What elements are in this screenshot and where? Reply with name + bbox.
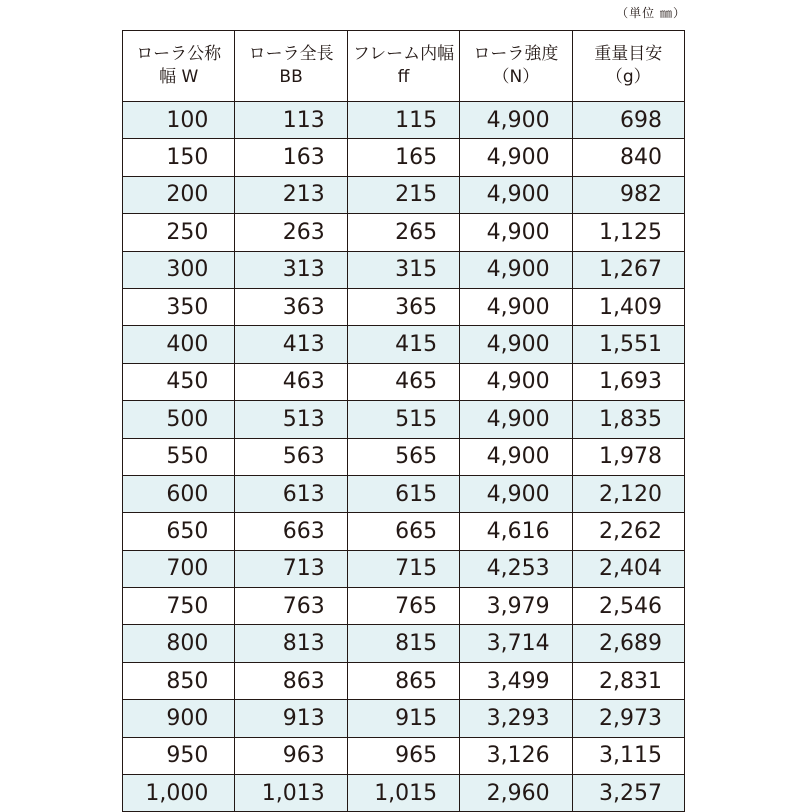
cell-weight: 1,267	[572, 251, 684, 288]
cell-roller-strength: 4,900	[460, 139, 572, 176]
cell-nominal-width: 350	[123, 288, 235, 325]
cell-roller-strength: 4,900	[460, 102, 572, 139]
table-row	[123, 326, 685, 363]
cell-roller-strength: 4,900	[460, 401, 572, 438]
cell-frame-inner-width: 415	[347, 326, 459, 363]
header-roller-strength-line1: ローラ強度	[473, 44, 559, 64]
cell-frame-inner-width: 115	[347, 102, 459, 139]
header-nominal-width-line2: 幅 W	[159, 67, 199, 87]
cell-weight: 3,257	[572, 775, 684, 812]
cell-roller-strength: 4,900	[460, 438, 572, 475]
header-total-length-line1: ローラ全長	[248, 44, 334, 64]
cell-roller-strength: 3,499	[460, 662, 572, 699]
cell-nominal-width: 450	[123, 363, 235, 400]
cell-weight: 698	[572, 102, 684, 139]
header-total-length	[235, 31, 347, 102]
cell-nominal-width: 750	[123, 588, 235, 625]
cell-total-length: 863	[235, 662, 347, 699]
table-row	[123, 102, 685, 139]
cell-frame-inner-width: 965	[347, 737, 459, 774]
cell-total-length: 1,013	[235, 775, 347, 812]
table-row	[123, 588, 685, 625]
cell-weight: 2,404	[572, 550, 684, 587]
cell-weight: 1,409	[572, 288, 684, 325]
cell-frame-inner-width: 515	[347, 401, 459, 438]
cell-frame-inner-width: 365	[347, 288, 459, 325]
cell-nominal-width: 250	[123, 214, 235, 251]
header-nominal-width-line1: ローラ公称	[136, 44, 222, 64]
cell-nominal-width: 500	[123, 401, 235, 438]
table-row	[123, 550, 685, 587]
cell-weight: 1,125	[572, 214, 684, 251]
cell-roller-strength: 4,900	[460, 288, 572, 325]
table-row	[123, 401, 685, 438]
cell-roller-strength: 2,960	[460, 775, 572, 812]
cell-frame-inner-width: 815	[347, 625, 459, 662]
header-weight-line2: （g）	[605, 67, 651, 87]
table-row	[123, 438, 685, 475]
table-body	[123, 102, 685, 812]
cell-weight: 840	[572, 139, 684, 176]
cell-nominal-width: 1,000	[123, 775, 235, 812]
cell-frame-inner-width: 465	[347, 363, 459, 400]
cell-weight: 2,831	[572, 662, 684, 699]
cell-frame-inner-width: 565	[347, 438, 459, 475]
cell-roller-strength: 3,979	[460, 588, 572, 625]
cell-frame-inner-width: 615	[347, 475, 459, 512]
cell-total-length: 463	[235, 363, 347, 400]
header-row	[123, 31, 685, 102]
cell-weight: 1,978	[572, 438, 684, 475]
table-header	[123, 31, 685, 102]
cell-frame-inner-width: 1,015	[347, 775, 459, 812]
cell-nominal-width: 700	[123, 550, 235, 587]
header-weight-line1: 重量目安	[594, 44, 663, 64]
cell-weight: 2,689	[572, 625, 684, 662]
header-frame-inner-width-line1: フレーム内幅	[352, 44, 455, 64]
cell-roller-strength: 4,900	[460, 176, 572, 213]
table-row	[123, 176, 685, 213]
cell-nominal-width: 850	[123, 662, 235, 699]
cell-roller-strength: 4,900	[460, 363, 572, 400]
table-row	[123, 625, 685, 662]
cell-weight: 982	[572, 176, 684, 213]
table-row	[123, 775, 685, 812]
cell-total-length: 763	[235, 588, 347, 625]
cell-frame-inner-width: 165	[347, 139, 459, 176]
table-row	[123, 288, 685, 325]
cell-total-length: 163	[235, 139, 347, 176]
cell-frame-inner-width: 665	[347, 513, 459, 550]
cell-total-length: 413	[235, 326, 347, 363]
cell-nominal-width: 150	[123, 139, 235, 176]
table-row	[123, 737, 685, 774]
cell-roller-strength: 4,253	[460, 550, 572, 587]
table-row	[123, 513, 685, 550]
cell-roller-strength: 3,293	[460, 700, 572, 737]
cell-frame-inner-width: 215	[347, 176, 459, 213]
cell-total-length: 113	[235, 102, 347, 139]
cell-nominal-width: 800	[123, 625, 235, 662]
cell-nominal-width: 650	[123, 513, 235, 550]
cell-frame-inner-width: 315	[347, 251, 459, 288]
cell-roller-strength: 4,900	[460, 214, 572, 251]
cell-frame-inner-width: 915	[347, 700, 459, 737]
cell-total-length: 963	[235, 737, 347, 774]
cell-weight: 3,115	[572, 737, 684, 774]
header-frame-inner-width-line2: ff	[397, 67, 410, 87]
cell-frame-inner-width: 265	[347, 214, 459, 251]
cell-weight: 2,120	[572, 475, 684, 512]
cell-total-length: 313	[235, 251, 347, 288]
cell-weight: 2,973	[572, 700, 684, 737]
cell-nominal-width: 100	[123, 102, 235, 139]
cell-frame-inner-width: 715	[347, 550, 459, 587]
cell-total-length: 513	[235, 401, 347, 438]
header-nominal-width	[123, 31, 235, 102]
cell-nominal-width: 400	[123, 326, 235, 363]
roller-spec-table	[122, 30, 685, 812]
table-row	[123, 214, 685, 251]
table-row	[123, 139, 685, 176]
cell-total-length: 663	[235, 513, 347, 550]
table-row	[123, 662, 685, 699]
cell-roller-strength: 3,714	[460, 625, 572, 662]
header-weight	[572, 31, 684, 102]
cell-total-length: 713	[235, 550, 347, 587]
cell-nominal-width: 200	[123, 176, 235, 213]
cell-total-length: 913	[235, 700, 347, 737]
cell-roller-strength: 4,900	[460, 251, 572, 288]
cell-roller-strength: 4,900	[460, 475, 572, 512]
cell-total-length: 563	[235, 438, 347, 475]
table-row	[123, 475, 685, 512]
cell-frame-inner-width: 765	[347, 588, 459, 625]
cell-total-length: 363	[235, 288, 347, 325]
cell-nominal-width: 950	[123, 737, 235, 774]
cell-nominal-width: 300	[123, 251, 235, 288]
cell-total-length: 213	[235, 176, 347, 213]
cell-weight: 1,551	[572, 326, 684, 363]
cell-roller-strength: 4,616	[460, 513, 572, 550]
cell-total-length: 813	[235, 625, 347, 662]
header-roller-strength	[460, 31, 572, 102]
header-total-length-line2: BB	[279, 67, 303, 87]
header-frame-inner-width	[347, 31, 459, 102]
header-roller-strength-line2: （N）	[492, 67, 540, 87]
cell-nominal-width: 600	[123, 475, 235, 512]
table-row	[123, 700, 685, 737]
cell-frame-inner-width: 865	[347, 662, 459, 699]
cell-total-length: 613	[235, 475, 347, 512]
table-row	[123, 363, 685, 400]
table-row	[123, 251, 685, 288]
cell-weight: 2,262	[572, 513, 684, 550]
cell-roller-strength: 4,900	[460, 326, 572, 363]
cell-total-length: 263	[235, 214, 347, 251]
cell-nominal-width: 550	[123, 438, 235, 475]
cell-roller-strength: 3,126	[460, 737, 572, 774]
cell-weight: 1,693	[572, 363, 684, 400]
cell-weight: 1,835	[572, 401, 684, 438]
unit-note: （単位 ㎜）	[616, 6, 686, 20]
cell-weight: 2,546	[572, 588, 684, 625]
cell-nominal-width: 900	[123, 700, 235, 737]
